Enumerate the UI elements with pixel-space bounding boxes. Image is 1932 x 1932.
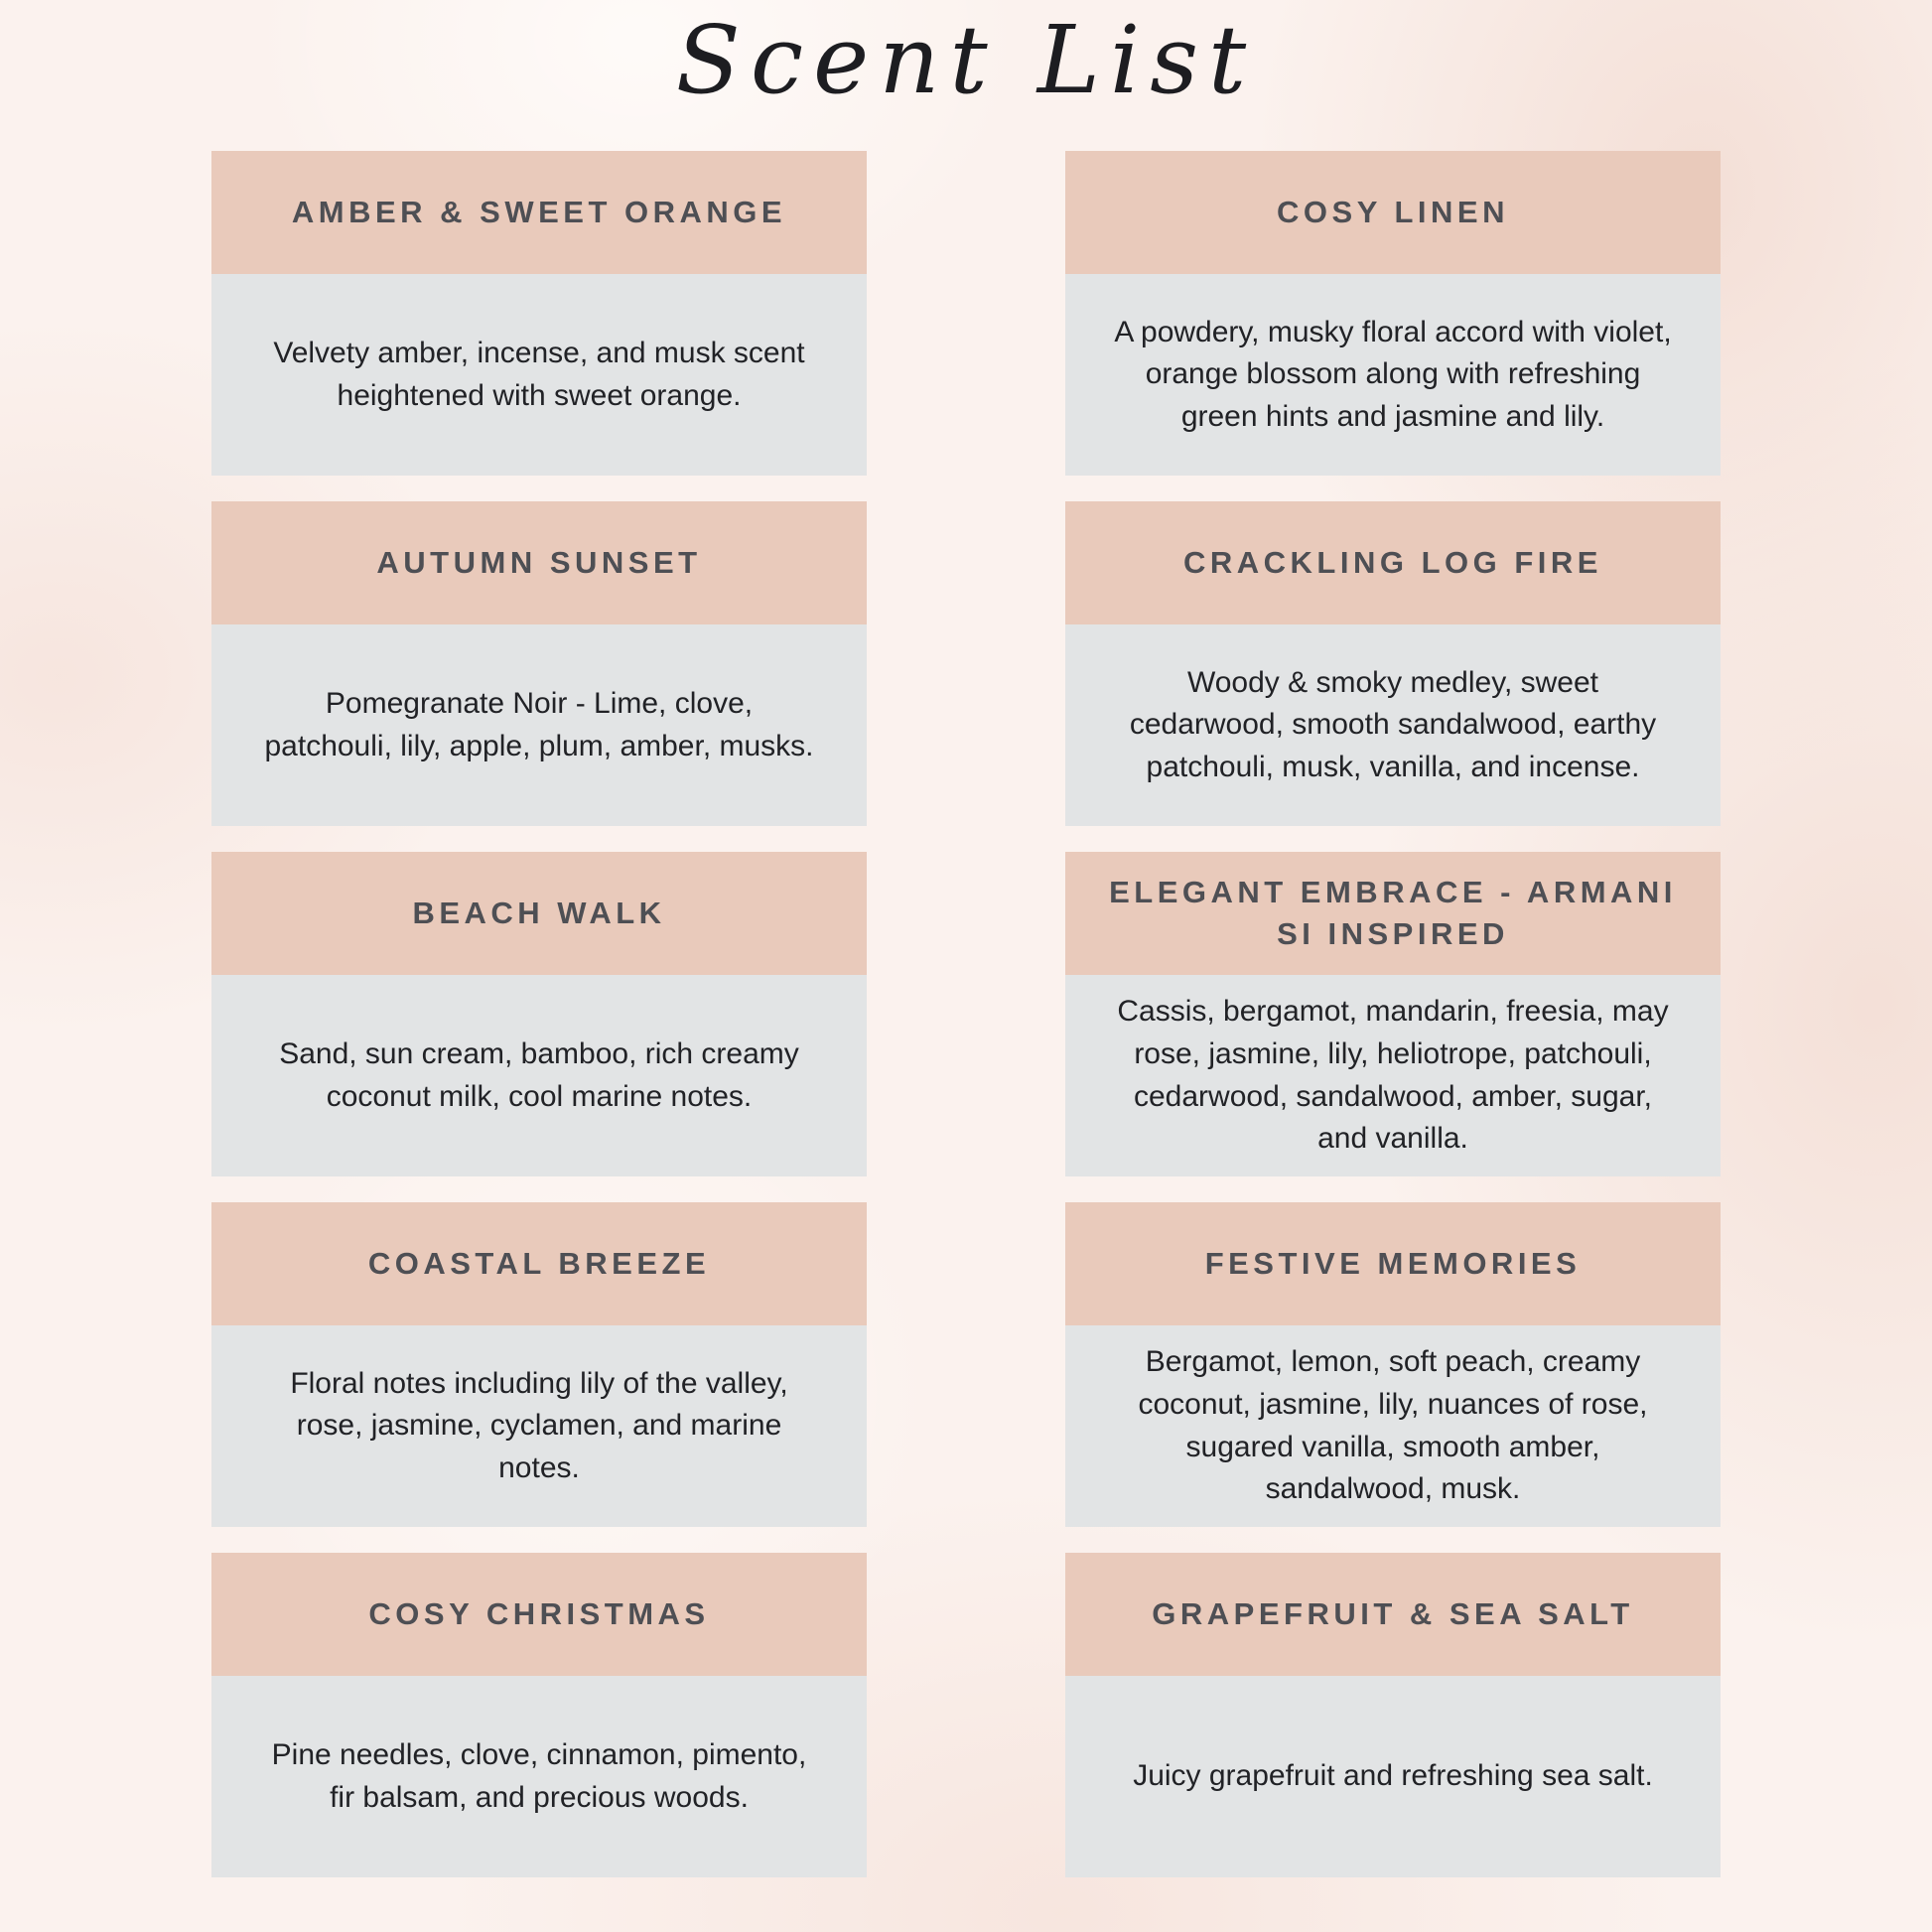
scent-card xyxy=(1065,852,1721,1176)
scent-column-left xyxy=(211,151,867,1877)
scent-description: Pine needles, clove, cinnamon, pimento, fir balsam, and precious woods. xyxy=(211,1676,867,1877)
scent-name: AMBER & SWEET ORANGE xyxy=(211,151,867,274)
scent-description: Pomegranate Noir - Lime, clove, patchouli, lily, apple, plum, amber, musks. xyxy=(211,624,867,826)
scent-name: ELEGANT EMBRACE - ARMANI SI INSPIRED xyxy=(1065,852,1721,975)
page-title: Scent List xyxy=(675,6,1257,115)
scent-column-right xyxy=(1065,151,1721,1877)
scent-card xyxy=(211,1202,867,1527)
scent-name: BEACH WALK xyxy=(211,852,867,975)
scent-description: Juicy grapefruit and refreshing sea salt. xyxy=(1065,1676,1721,1877)
scent-card xyxy=(211,151,867,476)
scent-card xyxy=(1065,501,1721,826)
scent-description: Cassis, bergamot, mandarin, freesia, may rose, jasmine, lily, heliotrope, patchouli, cedarwood, sandalwood, amber, sugar, and vanilla. xyxy=(1065,975,1721,1176)
scent-columns xyxy=(211,151,1721,1877)
scent-card xyxy=(211,852,867,1176)
scent-card xyxy=(1065,1553,1721,1877)
scent-card xyxy=(211,1553,867,1877)
scent-name: COASTAL BREEZE xyxy=(211,1202,867,1325)
scent-name: COSY LINEN xyxy=(1065,151,1721,274)
scent-name: COSY CHRISTMAS xyxy=(211,1553,867,1676)
scent-description: Floral notes including lily of the valley, rose, jasmine, cyclamen, and marine notes. xyxy=(211,1325,867,1527)
scent-card xyxy=(1065,151,1721,476)
scent-description: Velvety amber, incense, and musk scent heightened with sweet orange. xyxy=(211,274,867,476)
scent-description: Sand, sun cream, bamboo, rich creamy coconut milk, cool marine notes. xyxy=(211,975,867,1176)
scent-name: AUTUMN SUNSET xyxy=(211,501,867,624)
scent-name: CRACKLING LOG FIRE xyxy=(1065,501,1721,624)
scent-card xyxy=(1065,1202,1721,1527)
scent-description: Bergamot, lemon, soft peach, creamy coconut, jasmine, lily, nuances of rose, sugared vanilla, smooth amber, sandalwood, musk. xyxy=(1065,1325,1721,1527)
scent-description: A powdery, musky floral accord with violet, orange blossom along with refreshing green hints and jasmine and lily. xyxy=(1065,274,1721,476)
scent-name: FESTIVE MEMORIES xyxy=(1065,1202,1721,1325)
scent-card xyxy=(211,501,867,826)
scent-name: GRAPEFRUIT & SEA SALT xyxy=(1065,1553,1721,1676)
scent-description: Woody & smoky medley, sweet cedarwood, smooth sandalwood, earthy patchouli, musk, vanilla, and incense. xyxy=(1065,624,1721,826)
